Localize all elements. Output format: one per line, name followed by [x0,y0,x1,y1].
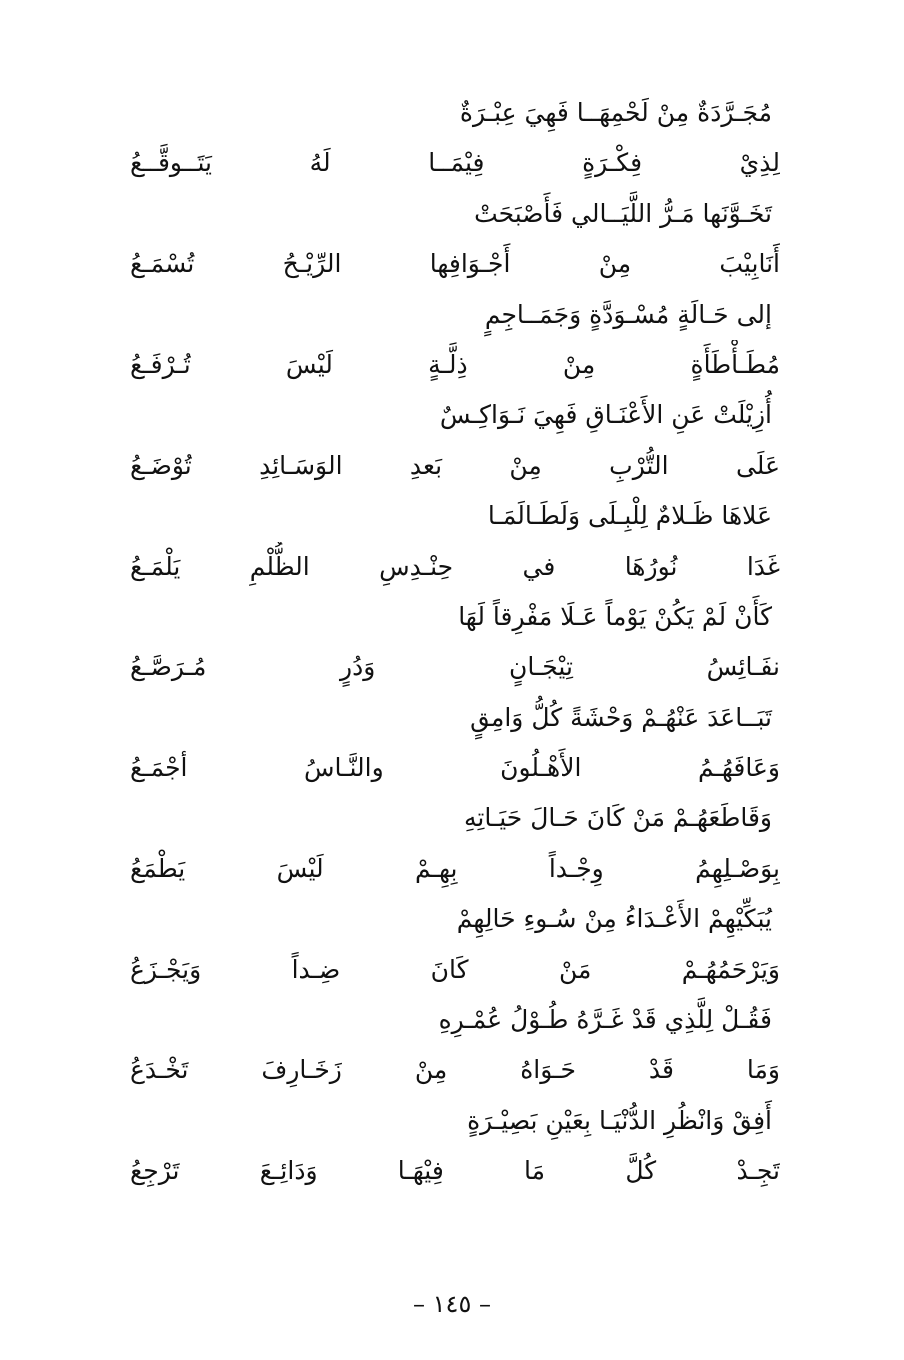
verse-line-1: مُجَـرَّدَةٌ مِنْ لَحْمِهَــا فَهِيَ عِبْـرَةٌ [459,98,772,127]
verse-line-16: بِوَصْـلِهِمُ وِجْـداً بِهِـمْ لَيْسَ يَطْمَعُ [130,853,780,883]
verse-line-21: أَفِقْ وَانْظُرِ الدُّنْيَـا بِعَيْنِ بَصِيْـرَةٍ [467,1105,772,1135]
verse-line-3: تَخَـوَّنَها مَـرُّ اللَّيَــالي فَأَصْبَحَتْ [474,198,772,228]
poem [130,88,780,1197]
verse-line-2: لِذِيْ فِكْـرَةٍ فِيْمَــا لَهُ يَتَــوقَّــعُ [130,148,780,178]
verse-line-14: وَعَافَهُـمُ الأَهْـلُونَ والنَّـاسُ أجْمَـعُ [130,753,780,783]
verse-line-19: فَقُـلْ لِلَّذِي قَدْ غَـرَّهُ طُـوْلُ عُمْـرِهِ [438,1005,772,1035]
verse-line-5: إلى حَـالَةٍ مُسْـوَدَّةٍ وَجَمَــاجِمٍ [484,299,772,329]
verse-line-17: يُبَكِّيْهِمْ الأَعْـدَاءُ مِنْ سُـوءِ حَالِهِمْ [456,904,772,934]
verse-line-22: تَجِـدْ كُلَّ مَا فِيْهَـا وَدَائِـعَ تَرْجِعُ [130,1156,780,1186]
verse-line-13: تَبَــاعَدَ عَنْهُـمْ وَحْشَةً كُلُّ وَامِقٍ [470,702,772,732]
verse-line-4: أَنَابِيْبَ مِنْ أَجْـوَافِها الرِّيْـحُ تُسْمَـعُ [130,249,780,279]
verse-line-20: وَمَا قَدْ حَـوَاهُ مِنْ زَخَـارِفَ تَخْـدَعُ [130,1055,780,1085]
verse-line-18: وَيَرْحَمُهُـمْ مَنْ كَانَ ضِـداً وَيَجْـزَعُ [130,954,780,984]
verse-line-9: عَلاهَا ظَـلامٌ لِلْبِـلَى وَلَطَـالَمَـا [487,501,772,531]
verse-line-10: غَدَا نُورُهَا في حِنْـدِسِ الظُّلْمِ يَلْمَـعُ [130,551,780,581]
verse-line-6: مُطَـأْطَأَةٍ مِنْ ذِلَّـةٍ لَيْسَ تُـرْفَـعُ [130,349,780,379]
verse-line-12: نفَـائِسُ تِيْجَـانٍ وَدُرٍ مُـرَصَّـعُ [130,652,780,682]
verse-line-15: وَقَاطَعَهُـمْ مَنْ كَانَ حَـالَ حَيَـاتِهِ [463,803,772,833]
verse-line-8: عَلَى التُّرْبِ مِنْ بَعدِ الوَسَـائِدِ تُوْضَـعُ [130,450,780,480]
verse-line-11: كَأَنْ لَمْ يَكُنْ يَوْماً عَـلَا مَفْرِقاً لَهَا [458,601,772,631]
verse-line-7: أُزِيْلَتْ عَنِ الأَعْنَـاقِ فَهِيَ نَـوَاكِـسٌ [439,400,772,430]
page-number: – ١٤٥ – [413,1290,491,1318]
